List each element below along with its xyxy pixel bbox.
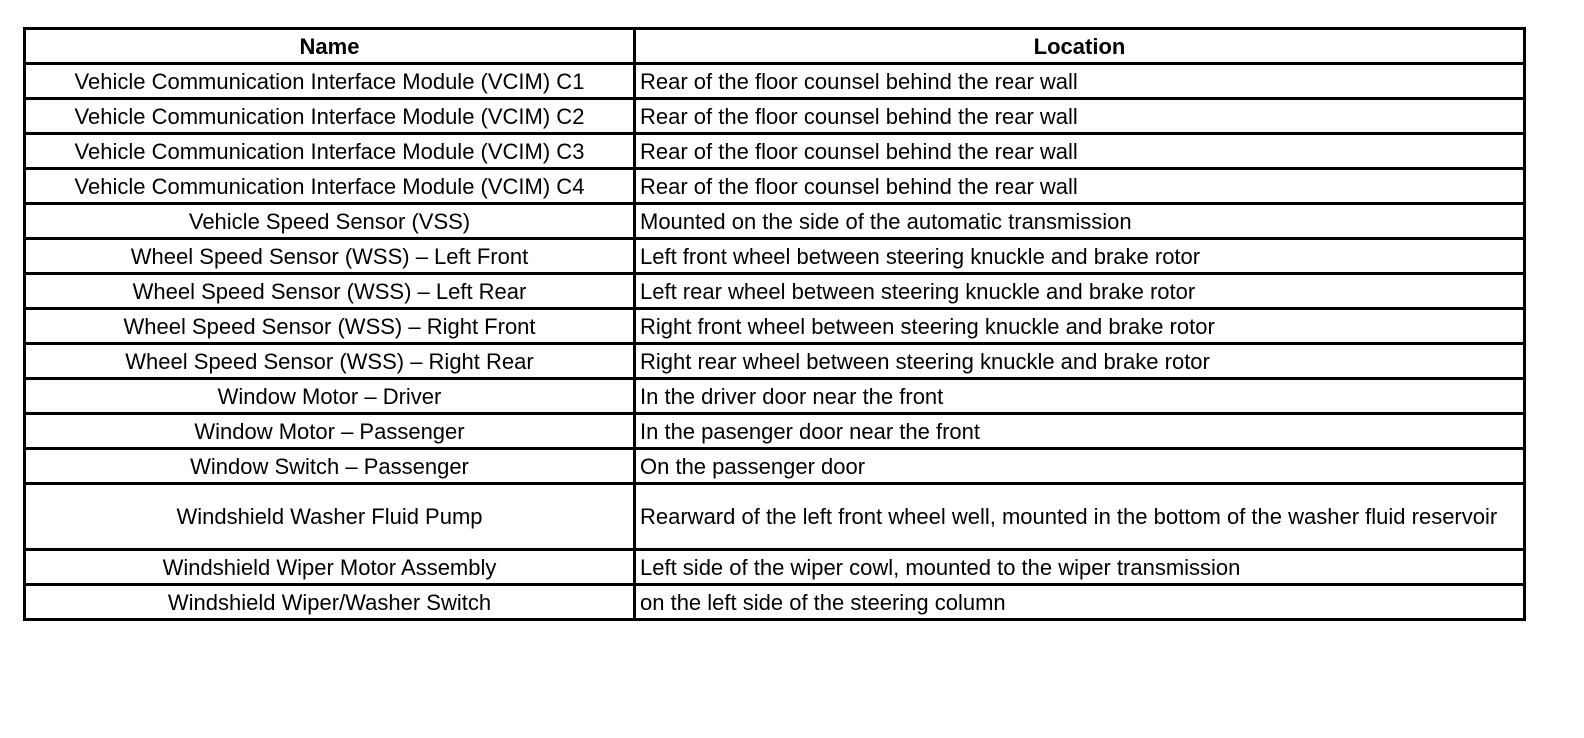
component-location-cell: Rear of the floor counsel behind the rear wall: [635, 169, 1525, 204]
component-name-cell: Wheel Speed Sensor (WSS) – Left Front: [25, 239, 635, 274]
table-row: [25, 239, 1525, 274]
component-name-cell: Windshield Wiper/Washer Switch: [25, 585, 635, 620]
component-location-table: [23, 27, 1526, 621]
component-location-cell: Left front wheel between steering knuckle and brake rotor: [635, 239, 1525, 274]
table-row: [25, 99, 1525, 134]
component-location-cell: On the passenger door: [635, 449, 1525, 484]
component-name-cell: Wheel Speed Sensor (WSS) – Right Rear: [25, 344, 635, 379]
component-location-cell: In the driver door near the front: [635, 379, 1525, 414]
component-name-cell: Vehicle Communication Interface Module (VCIM) C1: [25, 64, 635, 99]
component-location-cell: Rear of the floor counsel behind the rear wall: [635, 134, 1525, 169]
table-header-row: [25, 29, 1525, 64]
component-location-cell: Left rear wheel between steering knuckle and brake rotor: [635, 274, 1525, 309]
component-location-cell: Right front wheel between steering knuckle and brake rotor: [635, 309, 1525, 344]
component-location-cell: In the pasenger door near the front: [635, 414, 1525, 449]
table-row: [25, 484, 1525, 550]
table-row: [25, 64, 1525, 99]
component-name-cell: Windshield Wiper Motor Assembly: [25, 550, 635, 585]
table-row: [25, 585, 1525, 620]
table-row: [25, 309, 1525, 344]
table-row: [25, 449, 1525, 484]
table-row: [25, 169, 1525, 204]
table-row: [25, 550, 1525, 585]
table-row: [25, 204, 1525, 239]
component-name-cell: Vehicle Communication Interface Module (VCIM) C4: [25, 169, 635, 204]
table-row: [25, 134, 1525, 169]
component-location-cell: Mounted on the side of the automatic transmission: [635, 204, 1525, 239]
table-row: [25, 414, 1525, 449]
component-name-cell: Window Switch – Passenger: [25, 449, 635, 484]
name-column-header: Name: [25, 29, 635, 64]
table-row: [25, 344, 1525, 379]
component-name-cell: Vehicle Communication Interface Module (VCIM) C2: [25, 99, 635, 134]
component-name-cell: Window Motor – Driver: [25, 379, 635, 414]
component-location-cell: Rear of the floor counsel behind the rear wall: [635, 64, 1525, 99]
component-location-cell: Left side of the wiper cowl, mounted to the wiper transmission: [635, 550, 1525, 585]
component-location-cell: Rear of the floor counsel behind the rear wall: [635, 99, 1525, 134]
component-name-cell: Vehicle Communication Interface Module (VCIM) C3: [25, 134, 635, 169]
component-location-cell: Rearward of the left front wheel well, mounted in the bottom of the washer fluid reservoir: [635, 484, 1525, 550]
table-row: [25, 379, 1525, 414]
component-name-cell: Vehicle Speed Sensor (VSS): [25, 204, 635, 239]
component-location-cell: on the left side of the steering column: [635, 585, 1525, 620]
component-name-cell: Wheel Speed Sensor (WSS) – Left Rear: [25, 274, 635, 309]
table-row: [25, 274, 1525, 309]
component-name-cell: Wheel Speed Sensor (WSS) – Right Front: [25, 309, 635, 344]
location-column-header: Location: [635, 29, 1525, 64]
component-location-cell: Right rear wheel between steering knuckle and brake rotor: [635, 344, 1525, 379]
component-name-cell: Window Motor – Passenger: [25, 414, 635, 449]
component-name-cell: Windshield Washer Fluid Pump: [25, 484, 635, 550]
